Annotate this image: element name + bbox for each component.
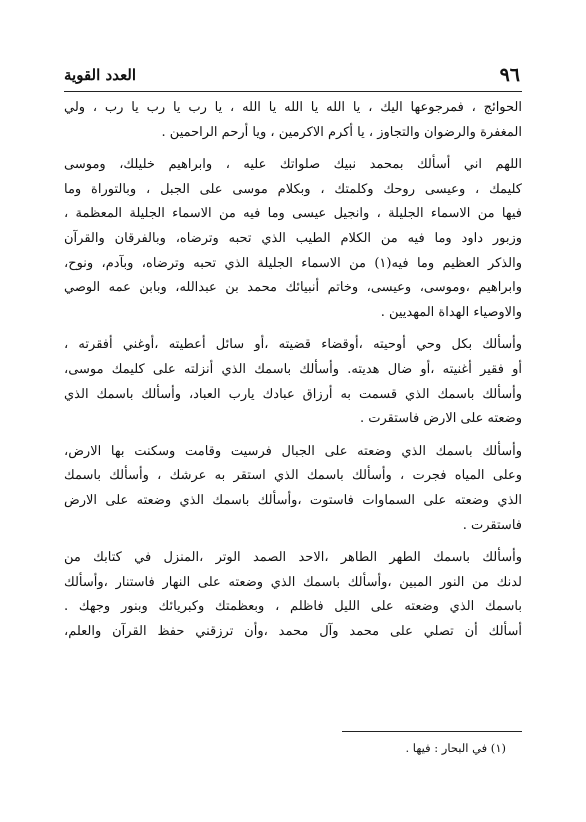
text-line: أو فقير أغنيته ،أو ضال هديته. وأسألك باسمك الذي أنزلته على كليمك موسى، (64, 361, 522, 377)
text-line: وأسألك بكل وحي أوحيته ،أوقضاء قضيته ،أو سائل أعطيته ،أوغني أفقرته ، (64, 337, 522, 353)
page-header (64, 64, 520, 90)
text-line: فيها من الاسماء الجليلة ، وانجيل عيسى وما فيه من الاسماء الجليلة المعظمة ، (64, 206, 522, 222)
text-line: وأسألك باسمك الذي قسمت به أرزاق عبادك يارب العباد، وأسألك باسمك الذي (64, 386, 522, 402)
text-line: المغفرة والرضوان والتجاوز ، يا أكرم الاكرمين ، ويا أرحم الراحمين . (161, 124, 522, 140)
text-line: وعلى المياه فجرت ، وأسألك باسمك الذي استقر به عرشك ، وأسألك باسمك (64, 468, 522, 484)
paragraph (64, 546, 522, 644)
text-line: الذي وضعته على السماوات فاستوت ،وأسألك باسمك الذي وضعته على الارض (64, 492, 522, 508)
text-line: وضعته على الارض فاستقرت . (359, 411, 522, 427)
text-line: والاوصياء الهداة المهديين . (380, 304, 522, 320)
text-line: والذكر العظيم وما فيه(١) من الاسماء الجليلة الذي تحبه وترضاه، وبآدم، ونوح، (64, 255, 522, 271)
paragraph (64, 440, 522, 538)
text-line: وزبور داود وما فيه من الكلام الطيب الذي تحبه وترضاه، وبالفرقان والقرآن (64, 230, 522, 246)
paragraph (64, 96, 522, 145)
page-number: ٩٦ (499, 64, 520, 86)
running-title: العدد القوية (64, 66, 137, 84)
footnote-rule (342, 731, 522, 732)
text-line: وأسألك باسمك الذي وضعته على الجبال فرسيت وقامت وسكنت بها الارض، (64, 443, 522, 459)
text-line: وابراهيم ،وموسى، وعيسى، وخاتم أنبيائك محمد بن عبدالله، وبابن عمه الوصي (64, 280, 522, 296)
text-line: الحوائج ، فمرجوعها اليك ، يا الله يا الله يا الله ، يا رب يا رب يا رب ، ولي (64, 100, 522, 115)
text-line: وأسألك باسمك الطهر الطاهر ،الاحد الصمد الوتر ،المنزل في كتابك من (64, 550, 522, 566)
footnote: (١) في البحار : فيها . (405, 741, 506, 755)
text-line: لدنك من النور المبين ،وأسألك باسمك الذي وضعته على النهار فاستنار ،وأسألك (64, 574, 522, 590)
paragraph (64, 153, 522, 325)
header-rule (64, 91, 522, 92)
text-line: أسألك أن تصلي على محمد وآل محمد ،وأن ترزقني حفظ القرآن والعلم، (64, 623, 522, 639)
paragraph (64, 333, 522, 431)
text-line: كليمك ، وعيسى روحك وكلمتك ، وبكلام موسى على الجبل ، وبالتوراة وما (64, 181, 522, 197)
text-line: باسمك الذي وضعته على الليل فاظلم ، وبعظمتك وكبريائك وبنور وجهك . (64, 599, 522, 615)
text-line: فاستقرت . (462, 517, 522, 533)
body-text (64, 96, 522, 644)
text-line: اللهم اني أسألك بمحمد نبيك صلواتك عليه ، وابراهيم خليلك، وموسى (64, 157, 522, 173)
